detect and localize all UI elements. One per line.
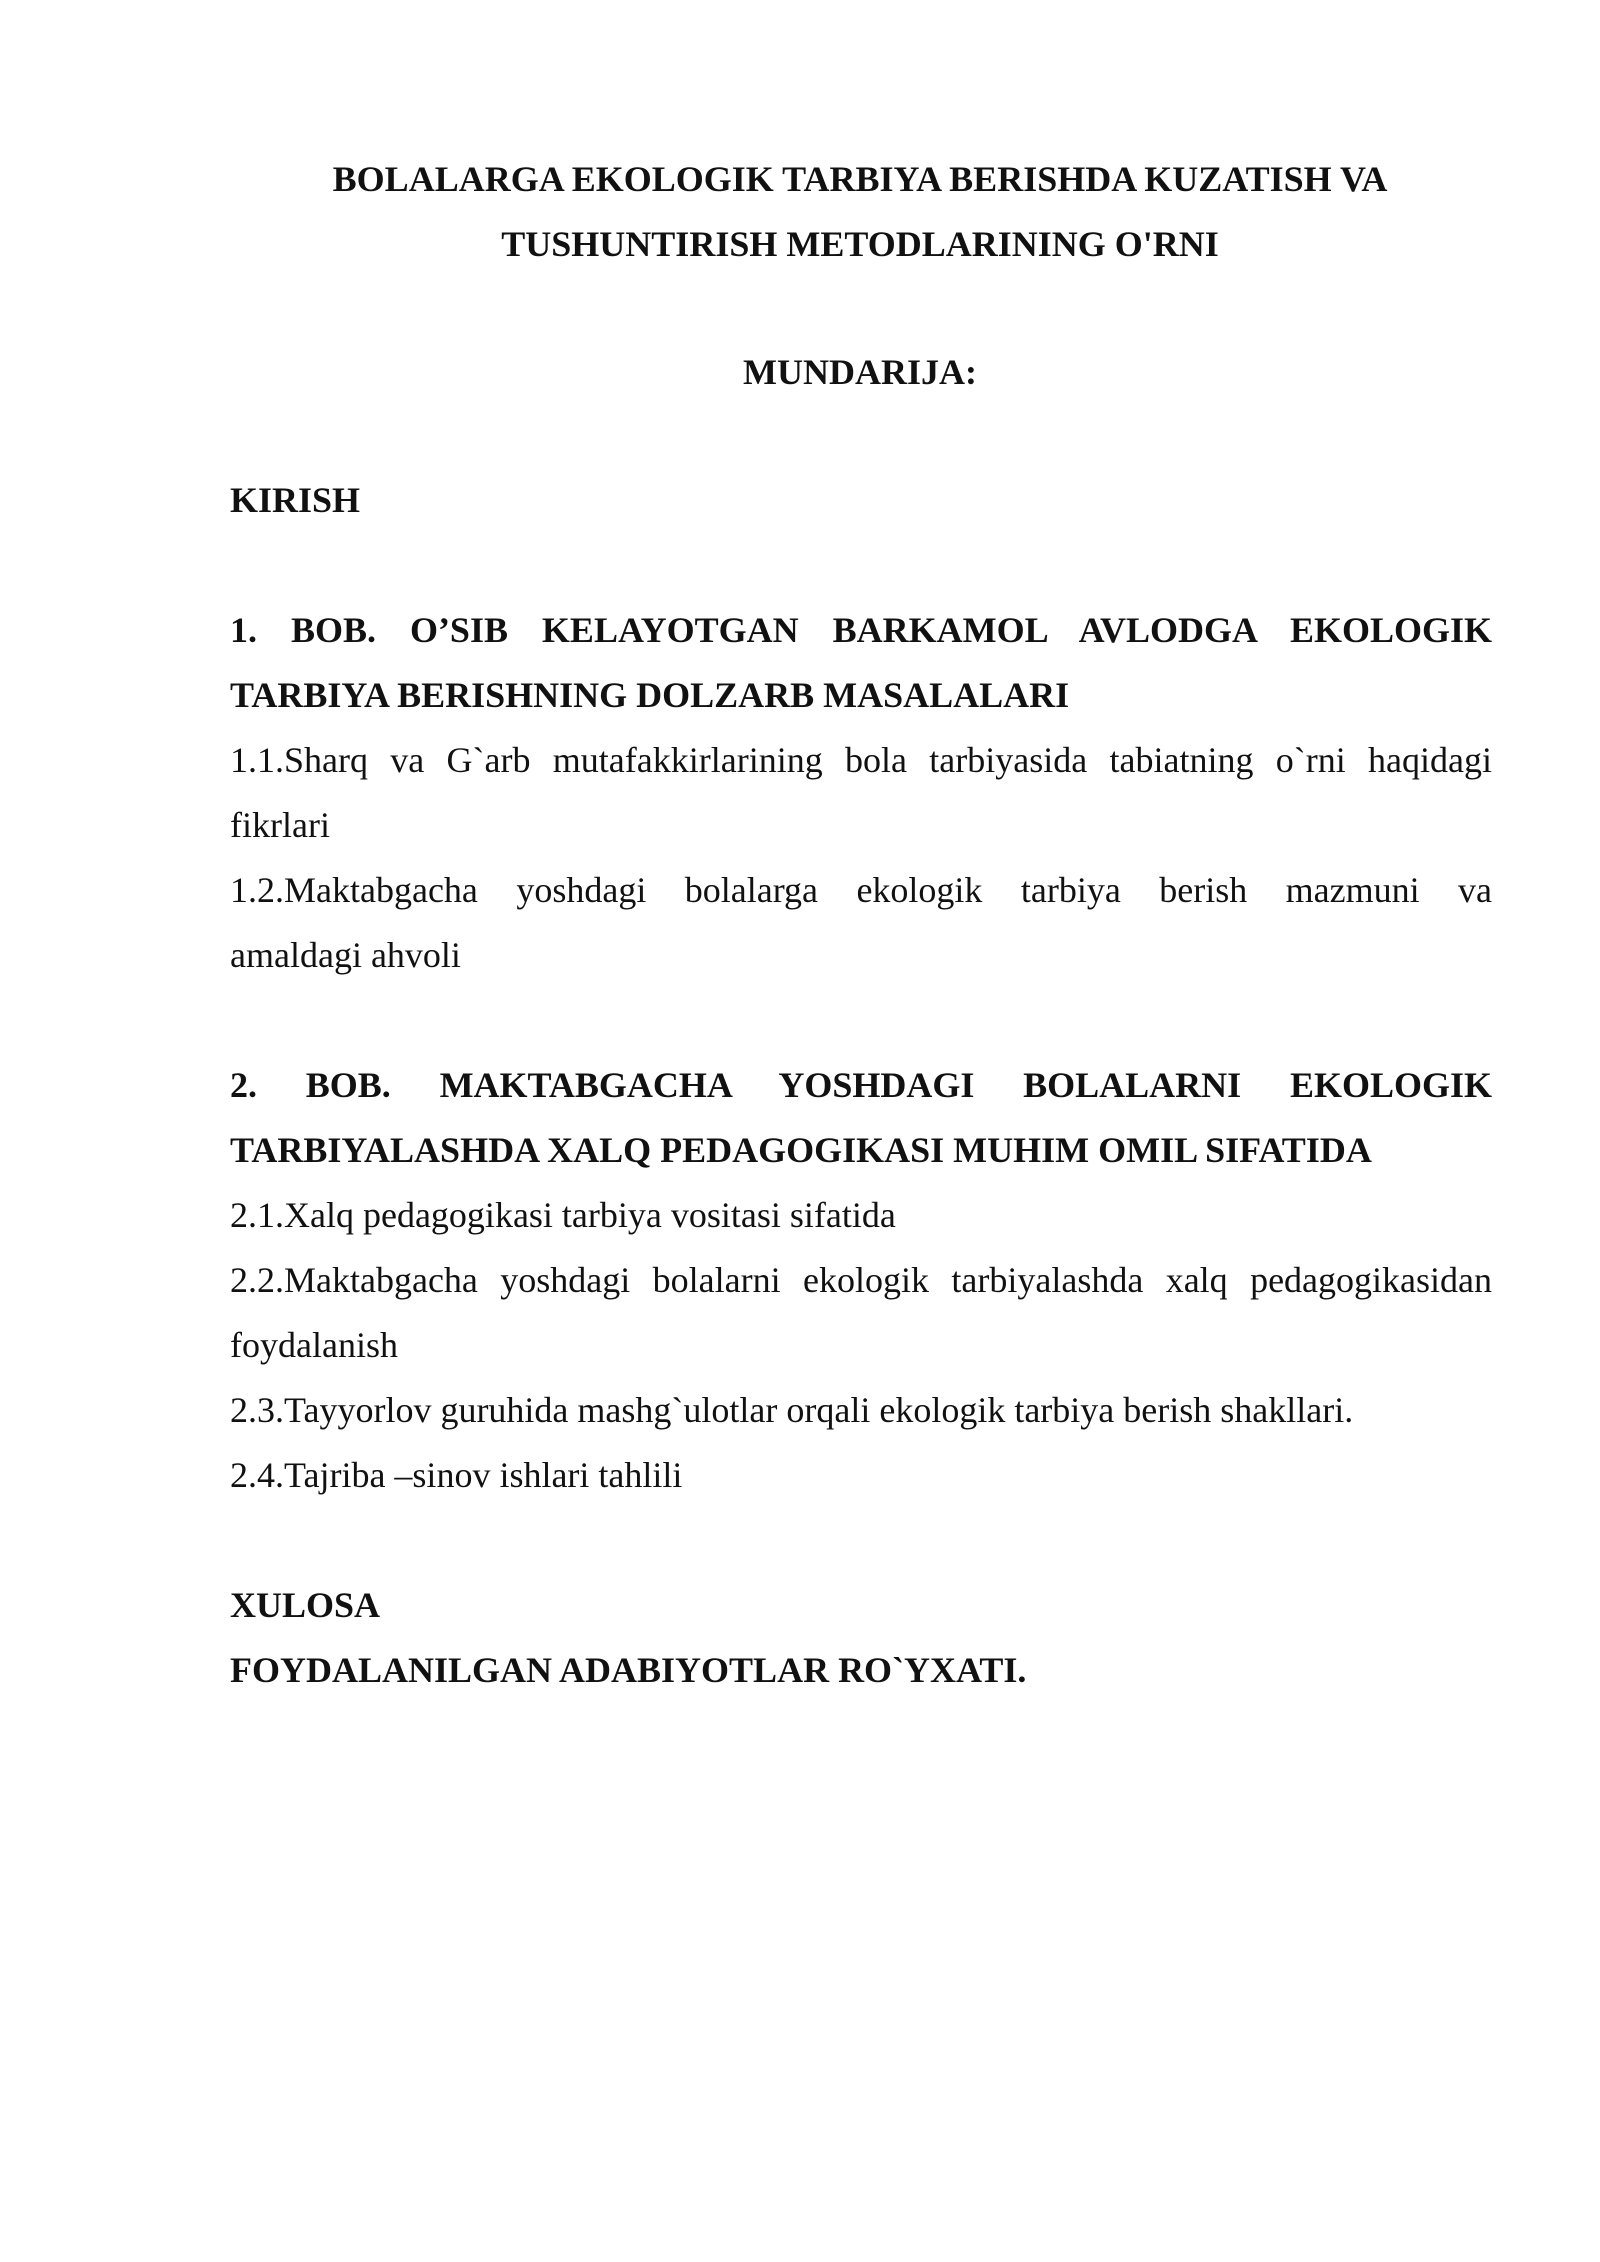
section-2-3: 2.3.Tayyorlov guruhida mashg`ulotlar orqali ekologik tarbiya berish shakllari. <box>230 1390 1354 1430</box>
section-2-2-line-1: 2.2.Maktabgacha yoshdagi bolalarni ekologik tarbiyalashda xalq pedagogikasidan <box>230 1260 1492 1300</box>
section-2-4: 2.4.Tajriba –sinov ishlari tahlili <box>230 1455 683 1495</box>
toc-references: FOYDALANILGAN ADABIYOTLAR RO`YXATI. <box>230 1650 1027 1690</box>
toc-intro: KIRISH <box>230 480 361 520</box>
title-line-2: TUSHUNTIRISH METODLARINING O'RNI <box>501 224 1219 264</box>
toc-heading: MUNDARIJA: <box>743 352 977 392</box>
section-2-2-line-2: foydalanish <box>230 1325 398 1365</box>
section-1-1-line-1: 1.1.Sharq va G`arb mutafakkirlarining bola tarbiyasida tabiatning o`rni haqidagi <box>230 740 1492 780</box>
toc-conclusion: XULOSA <box>230 1585 381 1625</box>
chapter1-heading-line-1: 1. BOB. O’SIB KELAYOTGAN BARKAMOL AVLODGA EKOLOGIK <box>230 610 1492 650</box>
chapter2-heading-line-1: 2. BOB. MAKTABGACHA YOSHDAGI BOLALARNI EKOLOGIK <box>230 1065 1492 1105</box>
document-title <box>230 147 1490 277</box>
chapter2-heading-line-2: TARBIYALASHDA XALQ PEDAGOGIKASI MUHIM OMIL SIFATIDA <box>230 1130 1372 1170</box>
title-line-1: BOLALARGA EKOLOGIK TARBIYA BERISHDA KUZATISH VA <box>332 159 1388 199</box>
section-1-1-line-2: fikrlari <box>230 805 330 845</box>
section-1-2-line-1: 1.2.Maktabgacha yoshdagi bolalarga ekologik tarbiya berish mazmuni va <box>230 870 1492 910</box>
section-2-1: 2.1.Xalq pedagogikasi tarbiya vositasi sifatida <box>230 1195 896 1235</box>
section-1-2-line-2: amaldagi ahvoli <box>230 935 461 975</box>
chapter1-heading-line-2: TARBIYA BERISHNING DOLZARB MASALALARI <box>230 675 1070 715</box>
